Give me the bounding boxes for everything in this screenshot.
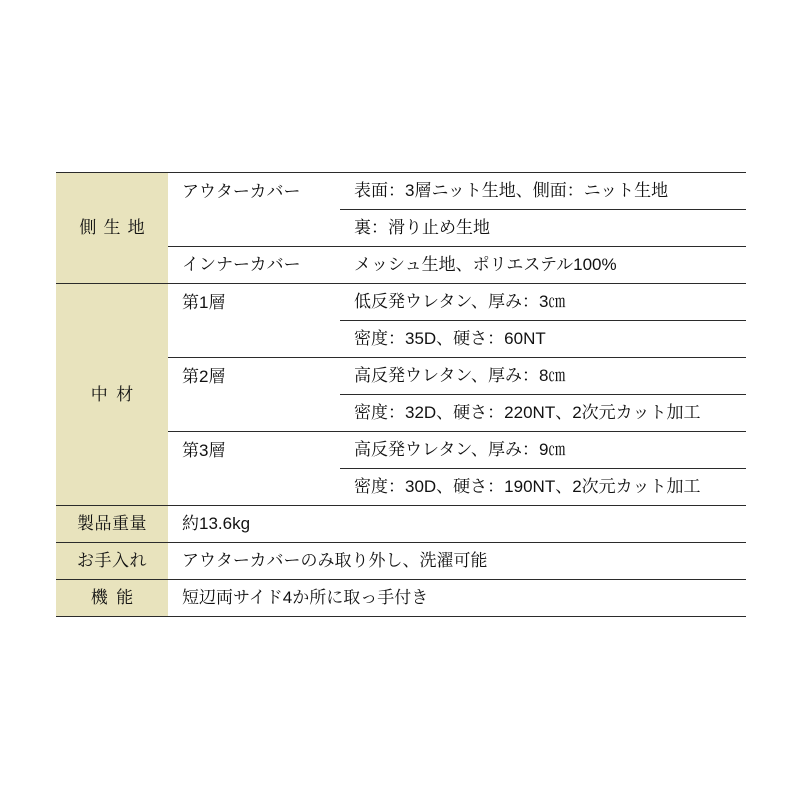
table-row	[56, 580, 746, 617]
category-cell-function	[56, 580, 168, 617]
subcategory-cell-layer-2	[168, 358, 340, 395]
category-label: お手入れ	[77, 551, 147, 571]
value-cell	[340, 247, 746, 284]
specification-table	[56, 172, 746, 617]
subcategory-label: 第1層	[182, 292, 226, 312]
value-text: 表面：3層ニット生地、側面：ニット生地	[354, 181, 669, 201]
subcategory-cell-empty	[168, 210, 340, 247]
value-text: 短辺両サイド4か所に取っ手付き	[182, 588, 429, 608]
subcategory-cell-inner-cover	[168, 247, 340, 284]
value-text: 密度：35D、硬さ：60NT	[354, 329, 546, 349]
value-text: 密度：30D、硬さ：190NT、2次元カット加工	[354, 477, 701, 497]
subcategory-cell-layer-1	[168, 284, 340, 321]
table-row	[56, 506, 746, 543]
category-cell-care	[56, 543, 168, 580]
value-cell	[340, 321, 746, 358]
subcategory-cell-layer-3	[168, 432, 340, 469]
subcategory-label: 第2層	[182, 366, 226, 386]
value-cell	[340, 284, 746, 321]
value-text: 約13.6kg	[182, 514, 251, 534]
subcategory-cell-empty	[168, 321, 340, 358]
subcategory-label: 第3層	[182, 440, 226, 460]
value-cell	[168, 580, 746, 617]
subcategory-label: アウターカバー	[182, 181, 301, 201]
value-text: 高反発ウレタン、厚み：9㎝	[354, 440, 566, 460]
value-cell	[168, 543, 746, 580]
value-text: 高反発ウレタン、厚み：8㎝	[354, 366, 566, 386]
value-text: 低反発ウレタン、厚み：3㎝	[354, 292, 566, 312]
subcategory-cell-empty	[168, 395, 340, 432]
value-text: 裏：滑り止め生地	[354, 218, 490, 238]
category-label: 製品重量	[77, 514, 147, 534]
subcategory-cell-outer-cover	[168, 173, 340, 210]
category-label: 側生地	[79, 218, 152, 238]
value-cell	[340, 358, 746, 395]
value-cell	[340, 395, 746, 432]
table-row	[56, 173, 746, 210]
value-text: メッシュ生地、ポリエステル100%	[354, 255, 617, 275]
value-cell	[340, 469, 746, 506]
category-cell-nakazai	[56, 284, 168, 506]
value-text: 密度：32D、硬さ：220NT、2次元カット加工	[354, 403, 701, 423]
category-cell-gawakiji	[56, 173, 168, 284]
value-cell	[168, 506, 746, 543]
category-label: 機能	[90, 588, 142, 608]
category-label: 中材	[90, 384, 142, 404]
category-cell-product-weight	[56, 506, 168, 543]
value-text: アウターカバーのみ取り外し、洗濯可能	[182, 551, 488, 571]
value-cell	[340, 432, 746, 469]
subcategory-cell-empty	[168, 469, 340, 506]
value-cell	[340, 210, 746, 247]
table-row	[56, 284, 746, 321]
table-row	[56, 543, 746, 580]
subcategory-label: インナーカバー	[182, 255, 301, 275]
value-cell	[340, 173, 746, 210]
